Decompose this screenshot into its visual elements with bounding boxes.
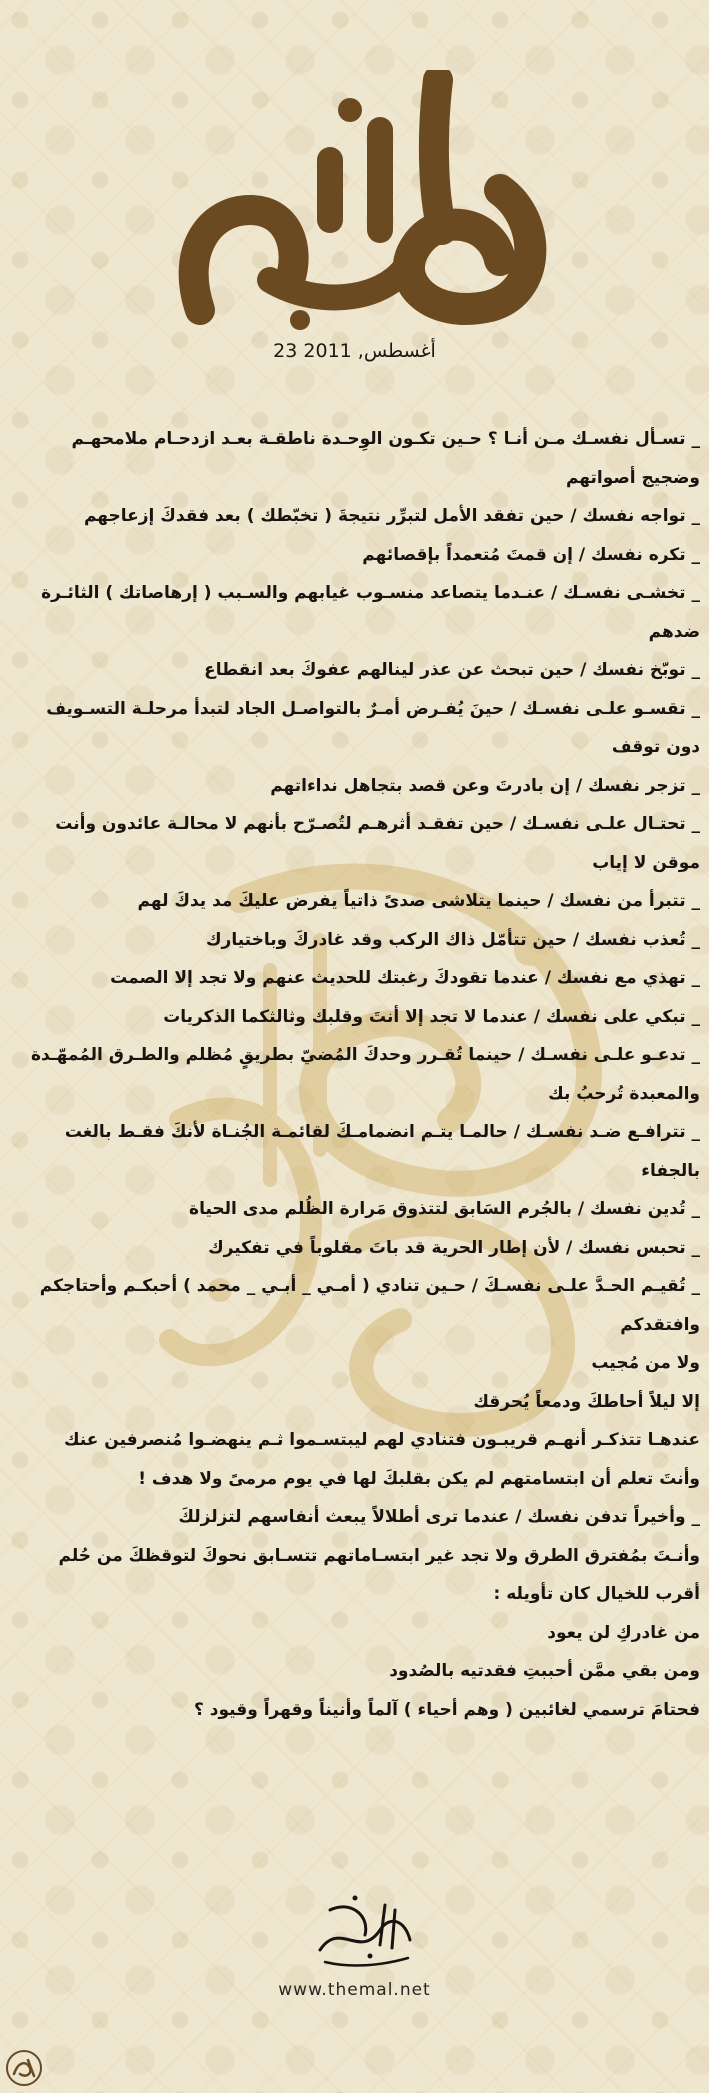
poem-line: _ وأخيراً تدفن نفسك / عندما ترى أطلالاً يبعث أنفاسهم لتزلزلكَ bbox=[178, 1507, 700, 1527]
poem-line: _ تحتـال علـى نفسـك / حين تفقـد أثرهـم لتُصـرّح بأنهم لا محالـة عائدون وأنت bbox=[55, 814, 700, 834]
poem-line: _ تتبرأ من نفسك / حينما يتلاشى صدىً ذاتياً يفرض عليكَ مد يدكَ لهم bbox=[137, 891, 700, 911]
website-url: www.themal.net bbox=[278, 1980, 431, 2000]
poem-line: موقن لا إياب bbox=[592, 852, 700, 873]
poem-line: وضجيج أصواتهم bbox=[565, 467, 700, 488]
poem-line: بالجفاء bbox=[641, 1160, 700, 1181]
poem-line: _ تهذي مع نفسك / عندما تقودكَ رغبتك للحديث عنهم ولا تجد إلا الصمت bbox=[110, 968, 700, 988]
poem-line: ومن بقي ممَّن أحببتِ فقدتيه بالصُدود bbox=[389, 1661, 700, 1681]
poem-line: أقرب للخيال كان تأويله : bbox=[493, 1584, 700, 1604]
poem-line: وافتقدكم bbox=[620, 1314, 700, 1335]
poem-line: _ تبكي على نفسك / عندما لا تجد إلا أنتَ وقلبك وثالثكما الذكريات bbox=[163, 1006, 700, 1027]
poem-line: والمعبدة تُرحبُ بك bbox=[548, 1083, 700, 1104]
poem-line: _ توبّخ نفسك / حين تبحث عن عذر لينالهم عفوكَ بعد انقطاع bbox=[204, 660, 700, 680]
poem-line: _ تقسـو علـى نفسـك / حينَ يُفـرض أمـرٌ بالتواصـل الجاد لتبدأ مرحلـة التسـويف bbox=[46, 698, 700, 719]
poem-line: _ تُدين نفسك / بالجُرم السَابق لتتذوق مَرارة الظُلم مدى الحياة bbox=[189, 1199, 700, 1219]
post-date: 23 أغسطس, 2011 bbox=[273, 340, 436, 362]
poem-line: _ تكره نفسك / إن قمتَ مُتعمداً بإقصائهم bbox=[362, 544, 700, 565]
poem-line: _ تحبس نفسك / لأن إطار الحرية قد باتَ مقلوباً في تفكيرك bbox=[208, 1237, 700, 1258]
poem-line: _ تخشـى نفسـك / عنـدما يتصاعد منسـوب غيابهم والسـبب ( إرهاصاتك ) الثائـرة bbox=[41, 583, 700, 603]
poem-line: ولا من مُجيب bbox=[591, 1353, 700, 1373]
poem-line: من غادركِ لن يعود bbox=[547, 1622, 700, 1643]
poem-line: _ تُقيـم الحـدَّ علـى نفسـكَ / حـين تنادي ( أمـي _ أبـي _ محمد ) أحبكـم وأحتاجكم bbox=[39, 1276, 700, 1296]
poem-line: _ تسـأل نفسـك مـن أنـا ؟ حـين تكـون الوِحـدة ناطقـة بعـد ازدحـام ملامحهـم bbox=[71, 429, 700, 449]
corner-brand-icon bbox=[4, 2048, 44, 2088]
author-signature bbox=[310, 1890, 420, 1970]
poem-line: _ تترافـع ضـد نفسـك / حالمـا يتـم انضمامـكَ لقائمـة الجُنـاة لأنكَ فقـط بالغت bbox=[64, 1122, 700, 1142]
poem-line: _ تواجه نفسك / حين تفقد الأمل لتبرِّر نتيجةَ ( تخبّطك ) بعد فقدكَ إزعاجهم bbox=[83, 506, 700, 526]
poem-line: وأنـتَ بمُفترق الطرق ولا تجد غير ابتسـاماتهم تتسـابق نحوكَ لتوقظكَ من حُلم bbox=[58, 1545, 700, 1566]
title-calligraphy-logo bbox=[170, 70, 550, 330]
poem-line: _ تزجر نفسك / إن بادرتَ وعن قصد بتجاهل نداءاتهم bbox=[270, 775, 700, 796]
poem-line: إلا ليلاً أحاطكَ ودمعاً يُحرقك bbox=[473, 1391, 700, 1412]
poem-line: _ تُعذب نفسك / حين تتأمّل ذاك الركب وقد غادركَ وباختيارك bbox=[205, 929, 700, 950]
poem-line: عندهـا تتذكـر أنهـم قريبـون فتنادي لهم ليبتسـموا ثـم ينهضـوا مُنصرفين عنك bbox=[63, 1430, 700, 1450]
poem-line: ضدهم bbox=[648, 621, 700, 642]
poem-line: فحتامَ ترسمي لغائبين ( وهم أحياء ) آلماً وأنيناً وقهراً وقيود ؟ bbox=[193, 1699, 700, 1720]
poem-line: وأنتَ تعلم أن ابتسامتهم لم يكن بقلبكَ لها في يوم مرمىً ولا هدف ! bbox=[138, 1468, 700, 1489]
poem-line: _ تدعـو علـى نفسـك / حينما تُقـرر وحدكَ المُضيّ بطريقٍ مُظلم والطـرق المُمهّـدة bbox=[30, 1045, 700, 1065]
poem-body bbox=[30, 420, 700, 1729]
poem-line: دون توقف bbox=[611, 737, 700, 757]
